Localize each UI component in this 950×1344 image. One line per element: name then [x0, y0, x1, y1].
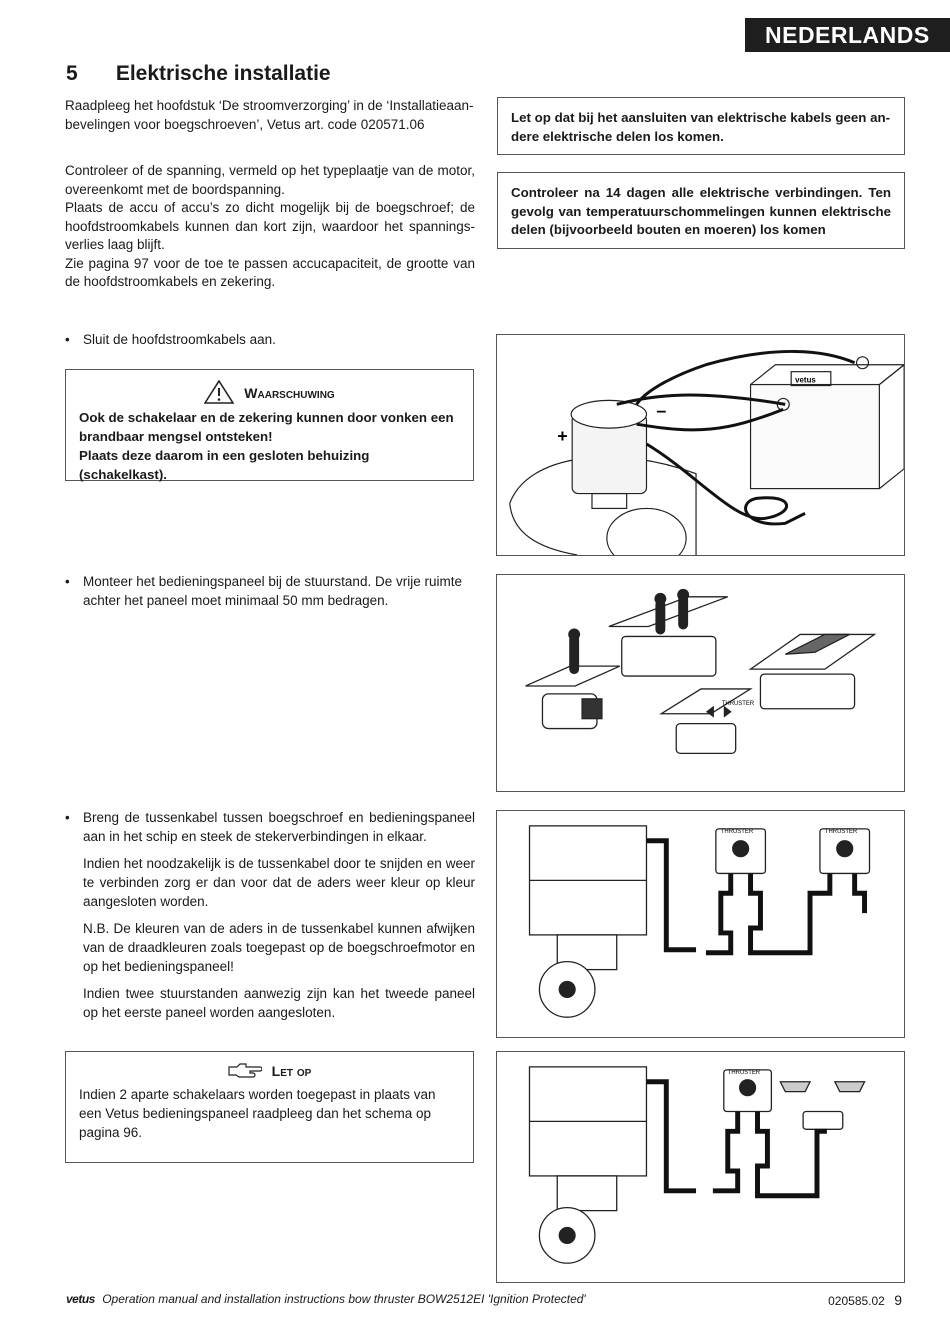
chapter-title: Elektrische installatie — [115, 62, 331, 85]
letop-text: Indien 2 aparte schakelaars worden toegepast in plaats van een Vetus bedieningspaneel raadpleeg dan het schema op pagina 96. — [79, 1087, 436, 1140]
letop-title — [79, 1062, 460, 1081]
intro-paragraph-block — [65, 162, 475, 292]
plus-label: + — [557, 426, 568, 447]
footer-right — [828, 1292, 902, 1308]
panel-brand-label: THRUSTER — [721, 700, 755, 707]
intro-paragraph-4: Zie pagina 97 voor de toe te passen accucapaciteit, de grootte van de hoofdstroomkabels en zekering. — [65, 255, 475, 289]
step-main-cables-text: Sluit de hoofdstroomkabels aan. — [83, 332, 276, 347]
pointing-hand-icon — [228, 1063, 262, 1079]
intro-paragraph-1: Raadpleeg het hoofdstuk ‘De stroomverzorging’ in de ‘Installatieaan-bevelingen voor boegschroeven’, Vetus art. code 020571.06 — [65, 98, 474, 132]
warning-title-text: Waarschuwing — [244, 385, 335, 401]
figure-control-panels — [496, 574, 905, 792]
warning-box — [65, 369, 474, 481]
chapter-heading — [66, 62, 331, 86]
step-connect-cable-text-4: Indien twee stuurstanden aanwezig zijn kan het tweede paneel op het eerste paneel worden aangesloten. — [83, 986, 475, 1020]
panel-brand-label-2: THRUSTER — [824, 828, 858, 835]
bullet-dot: • — [65, 332, 70, 347]
language-tab: NEDERLANDS — [745, 18, 950, 52]
cable-two-panels-drawing — [497, 811, 904, 1037]
letop-box — [65, 1051, 474, 1163]
warning-line-2: Plaats deze daarom in een gesloten behuizing (schakelkast). — [79, 448, 370, 482]
vetus-logo: vetus — [66, 1292, 95, 1306]
step-main-cables — [65, 330, 475, 349]
footer-code: 020585.02 — [828, 1294, 885, 1308]
footer-left — [66, 1292, 586, 1306]
step-mount-panel — [65, 572, 475, 610]
page-number: 9 — [894, 1292, 902, 1308]
control-panels-drawing — [497, 575, 904, 791]
figure-battery-wiring — [496, 334, 905, 556]
warning-line-1: Ook de schakelaar en de zekering kunnen door vonken een brandbaar mengsel ontsteken! — [79, 410, 454, 444]
intro-paragraph-2: Controleer of de spanning, vermeld op het typeplaatje van de motor, overeenkomt met de boordspanning. — [65, 163, 475, 197]
cable-switches-drawing — [497, 1052, 904, 1282]
figure-cable-two-panels — [496, 810, 905, 1038]
warning-title — [79, 380, 460, 404]
bullet-dot: • — [65, 574, 70, 589]
warning-triangle-icon — [204, 380, 234, 404]
note-cables-text: Let op dat bij het aansluiten van elektrische kabels geen an-dere elektrische delen los komen. — [511, 110, 891, 144]
step-connect-cable — [65, 808, 475, 1030]
note-box-check — [497, 172, 905, 249]
minus-label: – — [656, 400, 667, 421]
bullet-dot: • — [65, 810, 70, 825]
panel-brand-label-1: THRUSTER — [720, 828, 754, 835]
battery-wiring-drawing — [497, 335, 904, 555]
step-connect-cable-text-1: Breng de tussenkabel tussen boegschroef en bedieningspaneel aan in het schip en steek de stekerverbindingen in elkaar. — [83, 810, 475, 844]
step-mount-panel-text: Monteer het bedieningspaneel bij de stuurstand. De vrije ruimte achter het paneel moet minimaal 50 mm bedragen. — [83, 574, 462, 608]
battery-brand-label: vetus — [795, 375, 816, 385]
intro-paragraph-3: Plaats de accu of accu’s zo dicht mogelijk bij de boegschroef; de hoofdstroomkabels kunnen dan kort zijn, waardoor het spannings-verlies laag blijft. — [65, 200, 475, 252]
figure-cable-switches — [496, 1051, 905, 1283]
chapter-number: 5 — [66, 62, 78, 85]
step-connect-cable-text-3: N.B. De kleuren van de aders in de tussenkabel kunnen afwijken van de draadkleuren zoals toegepast op de boegschroefmotor en op het bedieningspaneel! — [83, 921, 475, 974]
note-check-text: Controleer na 14 dagen alle elektrische verbindingen. Ten gevolg van temperatuurschommelingen kunnen elektrische delen (bijvoorbeeld bouten en moeren) los komen — [511, 185, 891, 237]
footer-title: Operation manual and installation instructions bow thruster BOW2512EI 'Ignition Protected' — [102, 1292, 586, 1306]
letop-title-text: Let op — [271, 1063, 312, 1079]
note-box-cables — [497, 97, 905, 155]
step-connect-cable-text-2: Indien het noodzakelijk is de tussenkabel door te snijden en weer te verbinden zorg er dan voor dat de aders weer kleur op kleur aangesloten worden. — [83, 856, 475, 909]
panel-brand-label-3: THRUSTER — [727, 1069, 761, 1076]
